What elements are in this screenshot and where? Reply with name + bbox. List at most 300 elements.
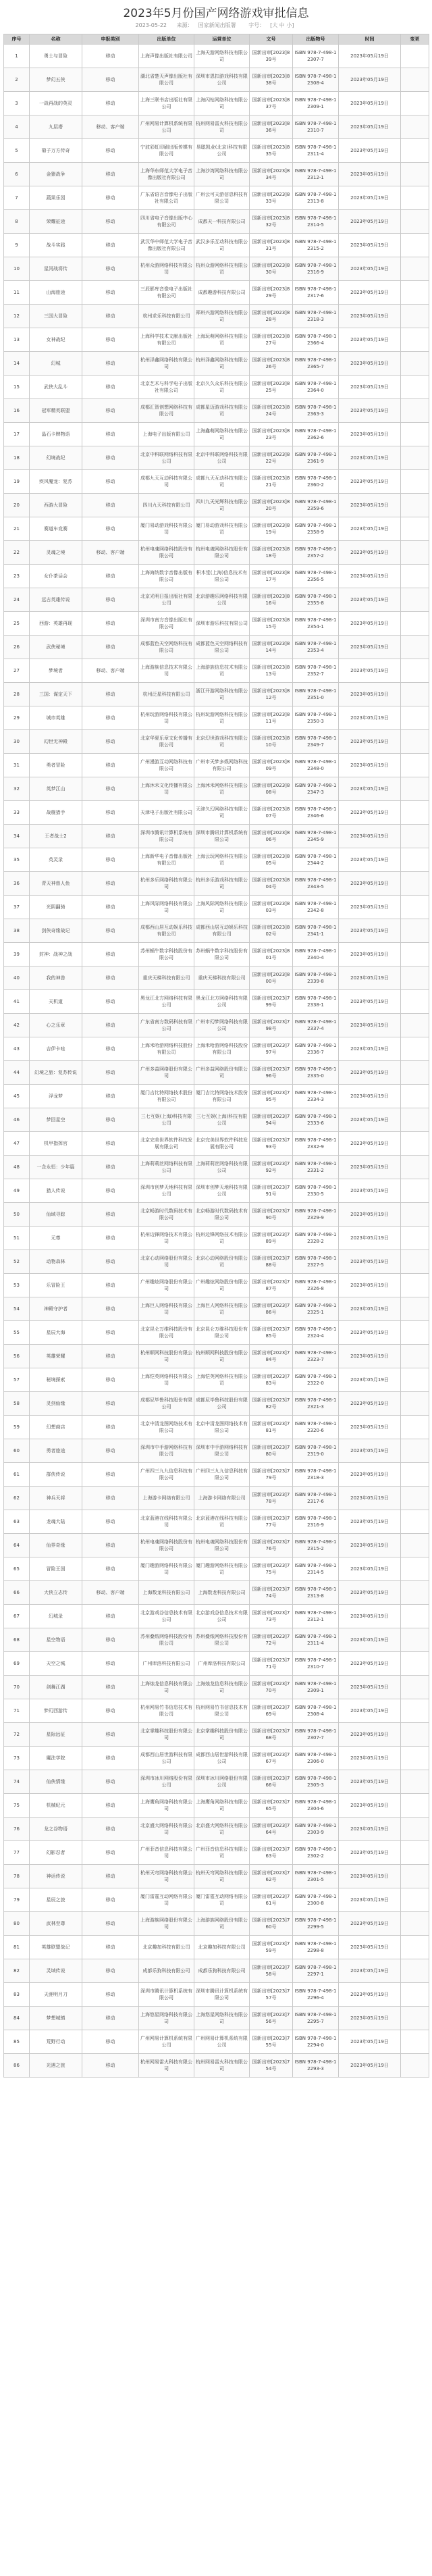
cell-operator: 北京中清龙图网络技术有限公司 — [194, 1416, 250, 1439]
table-row — [4, 1345, 429, 1368]
cell-date: 2023年05月19日 — [339, 352, 401, 376]
cell-publisher: 广州多益网络股份有限公司 — [139, 1061, 194, 1085]
cell-name: 神殿守护者 — [30, 1297, 82, 1321]
cell-name: 龙之谷物语 — [30, 1818, 82, 1841]
cell-change — [401, 281, 429, 305]
cell-approval-no: 国新出审[2023]816号 — [250, 588, 293, 612]
cell-approval-no: 国新出审[2023]822号 — [250, 446, 293, 470]
cell-publisher: 广州四三九九信息科技有限公司 — [139, 1463, 194, 1487]
cell-operator: 易聪凯业(北京)科技有限公司 — [194, 139, 250, 163]
cell-category: 移动 — [82, 1392, 139, 1416]
cell-name: 幻想商店 — [30, 1416, 82, 1439]
font-size-options[interactable]: [大 中 小] — [270, 22, 294, 28]
cell-change — [401, 1156, 429, 1179]
cell-approval-no: 国新出审[2023]812号 — [250, 683, 293, 706]
cell-category: 移动 — [82, 92, 139, 115]
cell-operator: 杭州网易雷火科技有限公司 — [194, 115, 250, 139]
cell-name: 星际远征 — [30, 1723, 82, 1747]
cell-change — [401, 1581, 429, 1605]
cell-operator: 深圳市创梦天地科技有限公司 — [194, 1179, 250, 1203]
cell-date: 2023年05月19日 — [339, 1392, 401, 1416]
cell-approval-no: 国新出审[2023]819号 — [250, 517, 293, 541]
cell-seq: 3 — [4, 92, 30, 115]
cell-publisher: 厦门易动游戏科技有限公司 — [139, 517, 194, 541]
cell-publisher: 杭州泛星科技有限公司 — [139, 683, 194, 706]
cell-approval-no: 国新出审[2023]837号 — [250, 92, 293, 115]
cell-date: 2023年05月19日 — [339, 1510, 401, 1534]
cell-approval-no: 国新出审[2023]795号 — [250, 1085, 293, 1108]
cell-date: 2023年05月19日 — [339, 446, 401, 470]
column-header-category: 申报类别 — [82, 34, 139, 45]
cell-seq: 69 — [4, 1652, 30, 1676]
cell-seq: 82 — [4, 1959, 30, 1983]
cell-approval-no: 国新出审[2023]800号 — [250, 967, 293, 990]
cell-seq: 61 — [4, 1463, 30, 1487]
cell-change — [401, 1770, 429, 1794]
cell-publisher: 成都西山居互动娱乐科技有限公司 — [139, 919, 194, 943]
cell-publisher: 上海鹰角网络科技有限公司 — [139, 1794, 194, 1818]
table-row — [4, 139, 429, 163]
cell-date: 2023年05月19日 — [339, 1227, 401, 1250]
cell-category: 移动 — [82, 1227, 139, 1250]
cell-publisher: 上海声像出版社有限公司 — [139, 45, 194, 68]
cell-name: 仙侠情缘 — [30, 1770, 82, 1794]
cell-seq: 66 — [4, 1581, 30, 1605]
cell-seq: 56 — [4, 1345, 30, 1368]
cell-change — [401, 872, 429, 896]
cell-approval-no: 国新出审[2023]809号 — [250, 754, 293, 777]
cell-publisher: 上海悠星网络科技有限公司 — [139, 2007, 194, 2030]
cell-publisher: 北京掌趣科技股份有限公司 — [139, 1723, 194, 1747]
cell-seq: 15 — [4, 376, 30, 399]
cell-operator: 三七互娱(上海)科技有限公司 — [194, 1108, 250, 1132]
cell-approval-no: 国新出审[2023]763号 — [250, 1841, 293, 1865]
cell-publisher: 北京光明日报出版社有限公司 — [139, 588, 194, 612]
cell-category: 移动 — [82, 754, 139, 777]
font-size-label: 字号： — [248, 22, 265, 28]
cell-operator: 杭州网易雷火科技有限公司 — [194, 2054, 250, 2078]
cell-publisher: 上海三联书店出版社有限公司 — [139, 92, 194, 115]
cell-date: 2023年05月19日 — [339, 801, 401, 825]
table-row — [4, 45, 429, 68]
cell-change — [401, 943, 429, 967]
cell-isbn: ISBN 978-7-498-12295-7 — [293, 2007, 339, 2030]
cell-category: 移动 — [82, 1699, 139, 1723]
cell-name: 三国：谋定天下 — [30, 683, 82, 706]
cell-publisher: 杭州多乐网络科技有限公司 — [139, 872, 194, 896]
cell-seq: 31 — [4, 754, 30, 777]
cell-approval-no: 国新出审[2023]831号 — [250, 234, 293, 257]
table-row — [4, 376, 429, 399]
table-row — [4, 777, 429, 801]
cell-change — [401, 376, 429, 399]
cell-change — [401, 1510, 429, 1534]
source-label: 来源： — [176, 22, 193, 28]
cell-name: 远古英雄传说 — [30, 588, 82, 612]
cell-date: 2023年05月19日 — [339, 1439, 401, 1463]
font-size-control[interactable] — [246, 22, 296, 28]
cell-approval-no: 国新出审[2023]792号 — [250, 1156, 293, 1179]
cell-date: 2023年05月19日 — [339, 730, 401, 754]
cell-name: 星辰之旅 — [30, 1888, 82, 1912]
cell-isbn: ISBN 978-7-498-12299-5 — [293, 1912, 339, 1936]
cell-change — [401, 1108, 429, 1132]
cell-category: 移动 — [82, 186, 139, 210]
cell-isbn: ISBN 978-7-498-12353-4 — [293, 636, 339, 659]
cell-publisher: 厦门雷霆互动网络有限公司 — [139, 1888, 194, 1912]
cell-category: 移动 — [82, 1250, 139, 1274]
cell-publisher: 北京趣加科技有限公司 — [139, 1936, 194, 1959]
cell-isbn: ISBN 978-7-498-12324-4 — [293, 1321, 339, 1345]
cell-name: 九层塔 — [30, 115, 82, 139]
cell-isbn: ISBN 978-7-498-12354-1 — [293, 612, 339, 636]
cell-operator: 积木堂(上海)信息技术有限公司 — [194, 565, 250, 588]
cell-operator: 北京中科联网络科技有限公司 — [194, 446, 250, 470]
cell-approval-no: 国新出审[2023]784号 — [250, 1345, 293, 1368]
cell-approval-no: 国新出审[2023]838号 — [250, 68, 293, 92]
cell-date: 2023年05月19日 — [339, 848, 401, 872]
table-row — [4, 1392, 429, 1416]
cell-approval-no: 国新出审[2023]823号 — [250, 423, 293, 446]
cell-name: 英梦江山 — [30, 777, 82, 801]
cell-date: 2023年05月19日 — [339, 1605, 401, 1628]
cell-category: 移动 — [82, 1463, 139, 1487]
cell-publisher: 北京艺术与科学电子出版社有限公司 — [139, 376, 194, 399]
cell-category: 移动 — [82, 423, 139, 446]
approval-table — [3, 34, 429, 2078]
cell-seq: 23 — [4, 565, 30, 588]
cell-operator: 杭州泽鑫网络科技有限公司 — [194, 352, 250, 376]
cell-change — [401, 612, 429, 636]
cell-isbn: ISBN 978-7-498-12311-4 — [293, 139, 339, 163]
cell-seq: 24 — [4, 588, 30, 612]
cell-publisher: 上海烛龙信息科技有限公司 — [139, 1676, 194, 1699]
cell-category: 移动 — [82, 825, 139, 848]
cell-name: 神话传说 — [30, 1865, 82, 1888]
cell-date: 2023年05月19日 — [339, 1487, 401, 1510]
cell-seq: 60 — [4, 1439, 30, 1463]
cell-operator: 厦门吉比特网络技术股份有限公司 — [194, 1085, 250, 1108]
cell-isbn: ISBN 978-7-498-12305-3 — [293, 1770, 339, 1794]
table-row — [4, 494, 429, 517]
cell-approval-no: 国新出审[2023]793号 — [250, 1132, 293, 1156]
cell-operator: 成都乐狗科技有限公司 — [194, 1959, 250, 1983]
cell-operator: 北京心动网络股份有限公司 — [194, 1250, 250, 1274]
cell-seq: 36 — [4, 872, 30, 896]
table-row — [4, 305, 429, 328]
cell-category: 移动、客户端 — [82, 1581, 139, 1605]
cell-date: 2023年05月19日 — [339, 1463, 401, 1487]
cell-change — [401, 1345, 429, 1368]
cell-approval-no: 国新出审[2023]801号 — [250, 943, 293, 967]
cell-approval-no: 国新出审[2023]781号 — [250, 1416, 293, 1439]
cell-publisher: 成都乐狗科技有限公司 — [139, 1959, 194, 1983]
cell-approval-no: 国新出审[2023]811号 — [250, 706, 293, 730]
cell-name: 群侠传说 — [30, 1463, 82, 1487]
cell-change — [401, 1250, 429, 1274]
cell-approval-no: 国新出审[2023]773号 — [250, 1605, 293, 1628]
cell-isbn: ISBN 978-7-498-12325-1 — [293, 1297, 339, 1321]
cell-date: 2023年05月19日 — [339, 896, 401, 919]
cell-seq: 76 — [4, 1818, 30, 1841]
cell-isbn: ISBN 978-7-498-12333-6 — [293, 1108, 339, 1132]
cell-change — [401, 636, 429, 659]
table-row — [4, 115, 429, 139]
cell-name: 猎人传说 — [30, 1179, 82, 1203]
table-row — [4, 1132, 429, 1156]
cell-isbn: ISBN 978-7-498-12302-2 — [293, 1841, 339, 1865]
cell-category: 移动 — [82, 1841, 139, 1865]
cell-seq: 48 — [4, 1156, 30, 1179]
cell-name: 梦境者 — [30, 659, 82, 683]
cell-isbn: ISBN 978-7-498-12309-1 — [293, 92, 339, 115]
cell-approval-no: 国新出审[2023]779号 — [250, 1463, 293, 1487]
cell-name: 仙域寻踪 — [30, 1203, 82, 1227]
cell-approval-no: 国新出审[2023]817号 — [250, 565, 293, 588]
cell-date: 2023年05月19日 — [339, 588, 401, 612]
cell-publisher: 上海科学技术文献出版社有限公司 — [139, 328, 194, 352]
cell-seq: 42 — [4, 1014, 30, 1037]
table-row — [4, 636, 429, 659]
cell-seq: 72 — [4, 1723, 30, 1747]
cell-name: 英雄联盟战记 — [30, 1936, 82, 1959]
cell-category: 移动 — [82, 730, 139, 754]
cell-change — [401, 1297, 429, 1321]
cell-isbn: ISBN 978-7-498-12356-5 — [293, 565, 339, 588]
cell-seq: 2 — [4, 68, 30, 92]
cell-approval-no: 国新出审[2023]765号 — [250, 1794, 293, 1818]
cell-approval-no: 国新出审[2023]777号 — [250, 1510, 293, 1534]
cell-approval-no: 国新出审[2023]760号 — [250, 1912, 293, 1936]
cell-publisher: 广东省南方数码科技有限公司 — [139, 1014, 194, 1037]
cell-seq: 20 — [4, 494, 30, 517]
cell-approval-no: 国新出审[2023]772号 — [250, 1628, 293, 1652]
cell-approval-no: 国新出审[2023]807号 — [250, 801, 293, 825]
cell-operator: 上海游卡网络有限公司 — [194, 1487, 250, 1510]
cell-date: 2023年05月19日 — [339, 1156, 401, 1179]
cell-name: 西游大冒险 — [30, 494, 82, 517]
table-row — [4, 541, 429, 565]
cell-category: 移动 — [82, 376, 139, 399]
cell-isbn: ISBN 978-7-498-12340-4 — [293, 943, 339, 967]
table-header-row — [4, 34, 429, 45]
cell-category: 移动 — [82, 777, 139, 801]
cell-isbn: ISBN 978-7-498-12337-4 — [293, 1014, 339, 1037]
cell-operator: 北京畅游时代数码技术有限公司 — [194, 1203, 250, 1227]
table-row — [4, 1628, 429, 1652]
table-row — [4, 1439, 429, 1463]
cell-seq: 79 — [4, 1888, 30, 1912]
cell-publisher: 上海游族信息技术有限公司 — [139, 659, 194, 683]
cell-publisher: 湖北省楚天声像出版社有限公司 — [139, 68, 194, 92]
cell-category: 移动 — [82, 612, 139, 636]
table-row — [4, 68, 429, 92]
table-row — [4, 1250, 429, 1274]
cell-category: 移动 — [82, 1179, 139, 1203]
table-row — [4, 1865, 429, 1888]
cell-operator: 深圳市腾讯计算机系统有限公司 — [194, 1983, 250, 2007]
cell-category: 移动 — [82, 1865, 139, 1888]
cell-change — [401, 210, 429, 234]
cell-category: 移动 — [82, 139, 139, 163]
cell-change — [401, 848, 429, 872]
cell-publisher: 杭州网易竹书信息技术有限公司 — [139, 1699, 194, 1723]
cell-date: 2023年05月19日 — [339, 825, 401, 848]
cell-operator: 上海烛龙信息科技有限公司 — [194, 1676, 250, 1699]
cell-name: 光遇之旅 — [30, 2054, 82, 2078]
cell-operator: 上海莉莉丝网络科技有限公司 — [194, 1156, 250, 1179]
table-row — [4, 1487, 429, 1510]
cell-approval-no: 国新出审[2023]818号 — [250, 541, 293, 565]
cell-name: 吉伊卡哇 — [30, 1037, 82, 1061]
cell-name: 剑舞江湖 — [30, 1676, 82, 1699]
table-row — [4, 1557, 429, 1581]
cell-publisher: 成都汇智创想网络科技有限公司 — [139, 399, 194, 423]
cell-change — [401, 2030, 429, 2054]
cell-name: 梦幻五侠 — [30, 68, 82, 92]
column-header-change: 变更 — [401, 34, 429, 45]
cell-name: 龙魂大陆 — [30, 1510, 82, 1534]
cell-isbn: ISBN 978-7-498-12303-9 — [293, 1818, 339, 1841]
cell-date: 2023年05月19日 — [339, 2030, 401, 2054]
cell-operator: 上海风际网络科技有限公司 — [194, 896, 250, 919]
cell-seq: 55 — [4, 1321, 30, 1345]
cell-category: 移动 — [82, 2007, 139, 2030]
cell-name: 蔬果乐园 — [30, 186, 82, 210]
cell-operator: 上海鑫萌网络科技有限公司 — [194, 423, 250, 446]
cell-publisher: 四川省电子音像出版中心有限公司 — [139, 210, 194, 234]
cell-date: 2023年05月19日 — [339, 683, 401, 706]
cell-isbn: ISBN 978-7-498-12352-7 — [293, 659, 339, 683]
cell-category: 移动 — [82, 1274, 139, 1297]
cell-isbn: ISBN 978-7-498-12315-2 — [293, 234, 339, 257]
cell-date: 2023年05月19日 — [339, 1321, 401, 1345]
cell-date: 2023年05月19日 — [339, 1841, 401, 1865]
cell-isbn: ISBN 978-7-498-12329-9 — [293, 1203, 339, 1227]
cell-publisher: 北京中科联网络科技有限公司 — [139, 446, 194, 470]
cell-name: 浮龙梦 — [30, 1085, 82, 1108]
cell-publisher: 杭州玩游网络科技有限公司 — [139, 706, 194, 730]
cell-seq: 74 — [4, 1770, 30, 1794]
table-row — [4, 967, 429, 990]
cell-isbn: ISBN 978-7-498-12315-2 — [293, 1534, 339, 1557]
cell-operator: 上海沙湾网络科技有限公司 — [194, 163, 250, 186]
cell-change — [401, 1463, 429, 1487]
cell-date: 2023年05月19日 — [339, 1132, 401, 1156]
cell-approval-no: 国新出审[2023]775号 — [250, 1557, 293, 1581]
cell-date: 2023年05月19日 — [339, 305, 401, 328]
cell-change — [401, 328, 429, 352]
cell-isbn: ISBN 978-7-498-12365-7 — [293, 352, 339, 376]
cell-isbn: ISBN 978-7-498-12319-0 — [293, 1439, 339, 1463]
cell-name: 一战再战的英灵 — [30, 92, 82, 115]
cell-date: 2023年05月19日 — [339, 1557, 401, 1581]
cell-date: 2023年05月19日 — [339, 1534, 401, 1557]
cell-isbn: ISBN 978-7-498-12308-4 — [293, 1699, 339, 1723]
cell-date: 2023年05月19日 — [339, 777, 401, 801]
cell-category: 移动 — [82, 706, 139, 730]
cell-approval-no: 国新出审[2023]764号 — [250, 1818, 293, 1841]
table-row — [4, 423, 429, 446]
cell-publisher: 三七互娱(上海)科技有限公司 — [139, 1108, 194, 1132]
table-row — [4, 2054, 429, 2078]
cell-category: 移动 — [82, 1085, 139, 1108]
cell-date: 2023年05月19日 — [339, 423, 401, 446]
cell-change — [401, 163, 429, 186]
cell-publisher: 深圳市南方音像出版社有限公司 — [139, 612, 194, 636]
cell-publisher: 三辰影库音像电子出版社有限公司 — [139, 281, 194, 305]
cell-name: 梦想城镇 — [30, 2007, 82, 2030]
cell-date: 2023年05月19日 — [339, 494, 401, 517]
cell-change — [401, 541, 429, 565]
cell-change — [401, 730, 429, 754]
table-row — [4, 1156, 429, 1179]
cell-operator: 广州云可天游信息科技有限公司 — [194, 186, 250, 210]
cell-operator: 上海天游网络科技有限公司 — [194, 45, 250, 68]
cell-name: 战斗实践 — [30, 234, 82, 257]
cell-seq: 65 — [4, 1557, 30, 1581]
cell-seq: 17 — [4, 423, 30, 446]
cell-change — [401, 1534, 429, 1557]
cell-publisher: 上海风际网络科技有限公司 — [139, 896, 194, 919]
cell-category: 移动 — [82, 2030, 139, 2054]
cell-name: 天机道 — [30, 990, 82, 1014]
cell-approval-no: 国新出审[2023]789号 — [250, 1227, 293, 1250]
cell-operator: 杭州网易竹书信息技术有限公司 — [194, 1699, 250, 1723]
cell-date: 2023年05月19日 — [339, 115, 401, 139]
cell-change — [401, 1014, 429, 1037]
cell-isbn: ISBN 978-7-498-12318-3 — [293, 1463, 339, 1487]
cell-approval-no: 国新出审[2023]780号 — [250, 1439, 293, 1463]
cell-seq: 30 — [4, 730, 30, 754]
cell-approval-no: 国新出审[2023]839号 — [250, 45, 293, 68]
cell-date: 2023年05月19日 — [339, 706, 401, 730]
table-row — [4, 588, 429, 612]
cell-date: 2023年05月19日 — [339, 234, 401, 257]
cell-date: 2023年05月19日 — [339, 1345, 401, 1368]
cell-name: 三国大冒险 — [30, 305, 82, 328]
cell-seq: 33 — [4, 801, 30, 825]
cell-seq: 19 — [4, 470, 30, 494]
cell-operator: 浙江开游网络科技有限公司 — [194, 683, 250, 706]
cell-name: 城市英雄 — [30, 706, 82, 730]
cell-approval-no: 国新出审[2023]808号 — [250, 777, 293, 801]
table-row — [4, 1959, 429, 1983]
cell-change — [401, 1557, 429, 1581]
cell-change — [401, 92, 429, 115]
cell-category: 移动 — [82, 1605, 139, 1628]
cell-publisher: 广州漫游互动网络科技有限公司 — [139, 754, 194, 777]
cell-isbn: ISBN 978-7-498-12348-0 — [293, 754, 339, 777]
cell-name: 幻世无神殿 — [30, 730, 82, 754]
table-row — [4, 1297, 429, 1321]
cell-date: 2023年05月19日 — [339, 1179, 401, 1203]
cell-change — [401, 825, 429, 848]
cell-isbn: ISBN 978-7-498-12314-5 — [293, 210, 339, 234]
cell-approval-no: 国新出审[2023]786号 — [250, 1297, 293, 1321]
cell-date: 2023年05月19日 — [339, 967, 401, 990]
cell-change — [401, 1747, 429, 1770]
column-header-publisher: 出版单位 — [139, 34, 194, 45]
cell-publisher: 北京完美世界软件科技发展有限公司 — [139, 1132, 194, 1156]
cell-date: 2023年05月19日 — [339, 1723, 401, 1747]
cell-name: 元尊 — [30, 1227, 82, 1250]
cell-publisher: 上海数龙科技有限公司 — [139, 1581, 194, 1605]
cell-operator: 上海玩萌网络科技有限公司 — [194, 328, 250, 352]
cell-change — [401, 1274, 429, 1297]
cell-name: 西游：英雄再现 — [30, 612, 82, 636]
cell-approval-no: 国新出审[2023]770号 — [250, 1676, 293, 1699]
